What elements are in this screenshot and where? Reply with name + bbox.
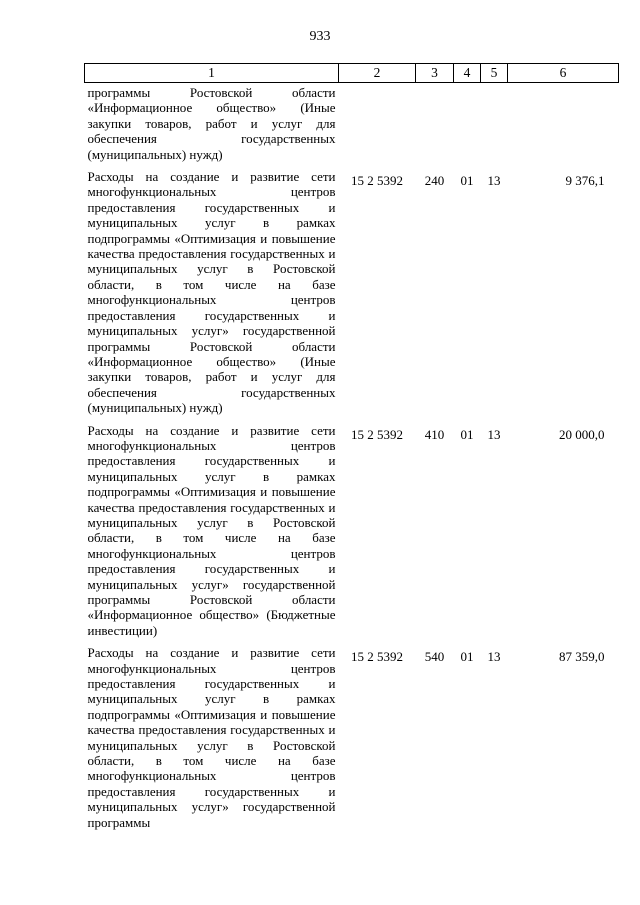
row-expense-type: 410 (424, 426, 445, 442)
row-subsection: 13 (487, 173, 501, 189)
row-description: Расходы на создание и развитие сети многофункциональных центров предоставления государственных и муниципальных услуг в рамках подпрограммы «Оптимизация и повышение качества предоставления государственных и муниципальных услуг в Ростовской области, в том числе на базе многофункциональных центров предоставления государственных и муниципальных услуг» государственной программы Ростовской области «Информационное общество» (Иные закупки товаров, работ и услуг для обеспечения государственных (муниципальных) нужд) (87, 169, 336, 416)
row-target-code (339, 83, 416, 170)
table-header (85, 64, 619, 83)
row-description: программы Ростовской области «Информационное общество» (Иные закупки товаров, работ и услуг для обеспечения государственных (муниципальных) нужд) (87, 85, 336, 162)
row-target-code: 15 2 5392 (351, 649, 403, 665)
table-row (85, 645, 619, 837)
column-header-code: 2 (339, 64, 416, 83)
row-expense-type: 540 (424, 649, 445, 665)
column-header-subsection: 5 (481, 64, 508, 83)
row-section: 01 (460, 173, 474, 189)
row-section: 01 (460, 426, 474, 442)
row-expense-type (416, 83, 454, 170)
row-target-code: 15 2 5392 (351, 426, 403, 442)
column-header-expense-type: 3 (416, 64, 454, 83)
column-header-amount: 6 (508, 64, 619, 83)
row-subsection: 13 (487, 649, 501, 665)
row-description: Расходы на создание и развитие сети многофункциональных центров предоставления государственных и муниципальных услуг в рамках подпрограммы «Оптимизация и повышение качества предоставления государственных и муниципальных услуг в Ростовской области, в том числе на базе многофункциональных центров предоставления государственных и муниципальных услуг» государственной программы Ростовской области «Информационное общество» (Бюджетные инвестиции) (87, 422, 336, 638)
row-description: Расходы на создание и развитие сети многофункциональных центров предоставления государственных и муниципальных услуг в рамках подпрограммы «Оптимизация и повышение качества предоставления государственных и муниципальных услуг в Ростовской области, в том числе на базе многофункциональных центров предоставления государственных и муниципальных услуг» государственной программы (87, 645, 336, 830)
column-header-description: 1 (85, 64, 339, 83)
row-subsection: 13 (487, 426, 501, 442)
row-amount: 9 376,1 (565, 173, 605, 189)
page-number: 933 (309, 29, 331, 44)
row-amount: 20 000,0 (559, 426, 605, 442)
row-expense-type: 240 (424, 173, 445, 189)
table-row (85, 169, 619, 423)
budget-table (84, 63, 619, 837)
column-header-section: 4 (454, 64, 481, 83)
table-row (85, 83, 619, 170)
row-section (454, 83, 481, 170)
row-target-code: 15 2 5392 (351, 173, 403, 189)
table-row (85, 423, 619, 646)
row-amount (508, 83, 619, 170)
row-subsection (481, 83, 508, 170)
row-section: 01 (460, 649, 474, 665)
row-amount: 87 359,0 (559, 649, 605, 665)
